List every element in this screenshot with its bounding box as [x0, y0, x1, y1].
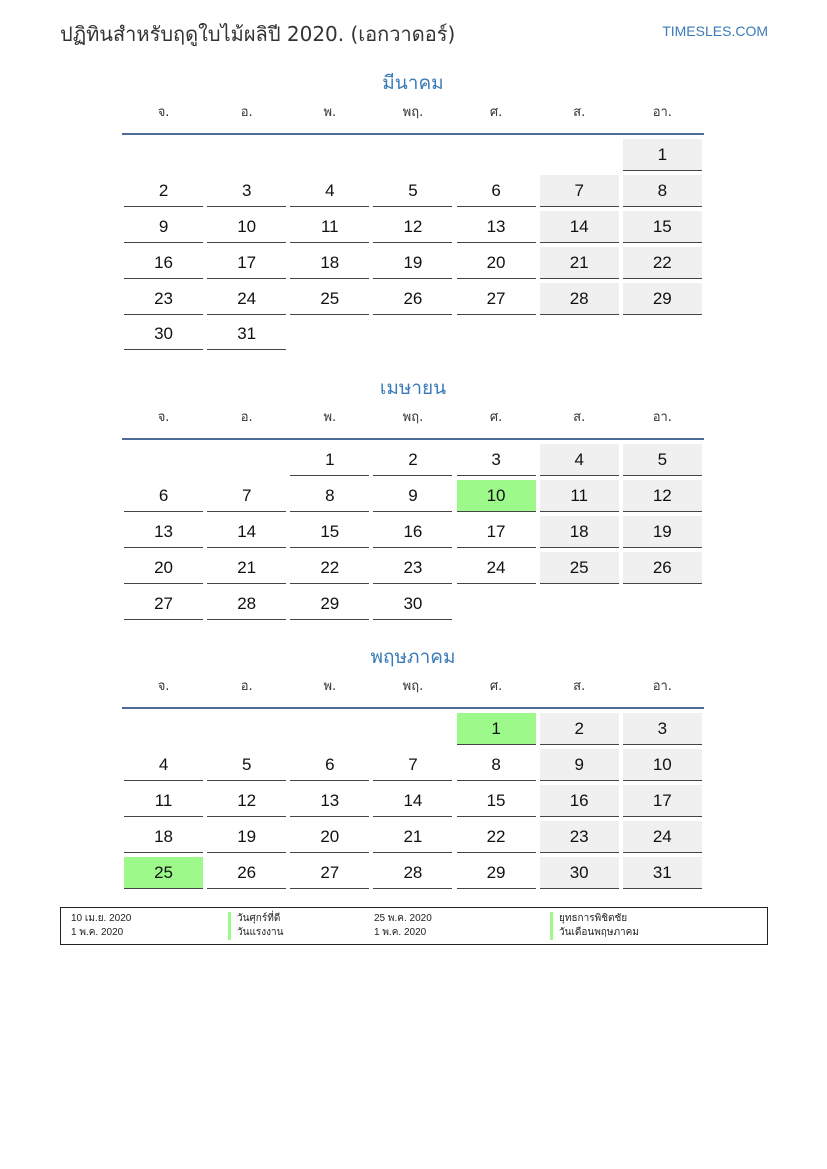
weekday-label: ศ. — [489, 679, 503, 694]
legend-date: 1 พ.ค. 2020 — [374, 927, 427, 938]
day-cell: 8 — [290, 480, 369, 512]
week-row — [122, 713, 704, 749]
day-cell: 9 — [540, 749, 619, 781]
header-divider — [122, 707, 704, 709]
empty-cell — [207, 713, 286, 745]
empty-cell — [290, 713, 369, 745]
week-row — [122, 857, 704, 893]
day-cell: 14 — [207, 516, 286, 548]
day-cell: 22 — [457, 821, 536, 853]
legend-holiday-name: วันศุกร์ที่ดี — [228, 912, 280, 926]
empty-cell — [457, 139, 536, 171]
empty-cell — [290, 318, 369, 350]
week-row — [122, 175, 704, 211]
week-row — [122, 480, 704, 516]
day-cell: 9 — [124, 211, 203, 243]
day-cell: 15 — [290, 516, 369, 548]
day-cell: 21 — [373, 821, 452, 853]
day-cell: 28 — [207, 588, 286, 620]
empty-cell — [540, 588, 619, 620]
day-cell: 23 — [124, 283, 203, 315]
day-cell: 24 — [623, 821, 702, 853]
week-row — [122, 139, 704, 175]
day-cell: 30 — [540, 857, 619, 889]
month-title: เมษายน — [379, 377, 447, 399]
weekday-label: ศ. — [489, 105, 503, 120]
weekday-label: พ. — [323, 105, 337, 120]
day-cell: 22 — [290, 552, 369, 584]
month-title: มีนาคม — [382, 72, 444, 94]
day-cell: 31 — [207, 318, 286, 350]
header-divider — [122, 438, 704, 440]
day-cell: 4 — [124, 749, 203, 781]
holiday-day-cell: 1 — [457, 713, 536, 745]
day-cell: 5 — [623, 444, 702, 476]
day-cell: 11 — [290, 211, 369, 243]
month-grid — [122, 444, 704, 623]
empty-cell — [623, 588, 702, 620]
day-cell: 20 — [290, 821, 369, 853]
holiday-day-cell: 10 — [457, 480, 536, 512]
day-cell: 14 — [540, 211, 619, 243]
day-cell: 14 — [373, 785, 452, 817]
day-cell: 24 — [207, 283, 286, 315]
legend-holiday-name: วันเดือนพฤษภาคม — [550, 926, 639, 940]
day-cell: 20 — [124, 552, 203, 584]
day-cell: 8 — [623, 175, 702, 207]
day-cell: 26 — [207, 857, 286, 889]
day-cell: 27 — [457, 283, 536, 315]
day-cell: 3 — [623, 713, 702, 745]
day-cell: 20 — [457, 247, 536, 279]
day-cell: 3 — [457, 444, 536, 476]
empty-cell — [124, 139, 203, 171]
day-cell: 6 — [457, 175, 536, 207]
day-cell: 16 — [124, 247, 203, 279]
weekday-label: พฤ. — [402, 679, 424, 694]
day-cell: 5 — [373, 175, 452, 207]
day-cell: 1 — [290, 444, 369, 476]
legend-date: 10 เม.ย. 2020 — [71, 913, 132, 924]
day-cell: 12 — [623, 480, 702, 512]
empty-cell — [124, 713, 203, 745]
day-cell: 2 — [373, 444, 452, 476]
weekday-label: จ. — [157, 410, 170, 425]
weekday-header — [122, 405, 704, 430]
day-cell: 3 — [207, 175, 286, 207]
empty-cell — [290, 139, 369, 171]
day-cell: 13 — [124, 516, 203, 548]
day-cell: 16 — [540, 785, 619, 817]
day-cell: 8 — [457, 749, 536, 781]
day-cell: 4 — [540, 444, 619, 476]
month-april — [122, 373, 704, 623]
page-title: ปฏิทินสำหรับฤดูใบไม้ผลิปี 2020. (เอกวาดอร์) — [60, 22, 456, 46]
day-cell: 29 — [290, 588, 369, 620]
week-row — [122, 588, 704, 624]
day-cell: 18 — [540, 516, 619, 548]
weekday-label: พ. — [323, 410, 337, 425]
day-cell: 4 — [290, 175, 369, 207]
month-grid — [122, 139, 704, 354]
day-cell: 26 — [623, 552, 702, 584]
header-divider — [122, 133, 704, 135]
week-row — [122, 211, 704, 247]
week-row — [122, 247, 704, 283]
day-cell: 23 — [540, 821, 619, 853]
day-cell: 15 — [457, 785, 536, 817]
day-cell: 19 — [623, 516, 702, 548]
day-cell: 17 — [623, 785, 702, 817]
day-cell: 1 — [623, 139, 702, 171]
day-cell: 30 — [373, 588, 452, 620]
weekday-label: ส. — [573, 410, 586, 425]
day-cell: 25 — [540, 552, 619, 584]
day-cell: 31 — [623, 857, 702, 889]
day-cell: 27 — [124, 588, 203, 620]
empty-cell — [373, 713, 452, 745]
legend-row — [61, 912, 767, 926]
empty-cell — [207, 139, 286, 171]
month-title: พฤษภาคม — [370, 646, 456, 668]
weekday-label: พฤ. — [402, 105, 424, 120]
weekday-label: จ. — [157, 105, 170, 120]
day-cell: 7 — [207, 480, 286, 512]
weekday-label: อา. — [652, 679, 672, 694]
weekday-header — [122, 100, 704, 125]
week-row — [122, 785, 704, 821]
holiday-legend — [60, 907, 768, 945]
legend-holiday-name: วันแรงงาน — [228, 926, 283, 940]
day-cell: 7 — [373, 749, 452, 781]
weekday-label: ศ. — [489, 410, 503, 425]
weekday-label: อา. — [652, 105, 672, 120]
legend-holiday-name: ยุทธการพิชิตชัย — [550, 912, 627, 926]
day-cell: 11 — [540, 480, 619, 512]
empty-cell — [540, 139, 619, 171]
empty-cell — [207, 444, 286, 476]
day-cell: 5 — [207, 749, 286, 781]
day-cell: 12 — [207, 785, 286, 817]
weekday-label: อ. — [240, 410, 253, 425]
day-cell: 17 — [457, 516, 536, 548]
weekday-label: ส. — [573, 679, 586, 694]
day-cell: 16 — [373, 516, 452, 548]
day-cell: 22 — [623, 247, 702, 279]
month-march — [122, 68, 704, 354]
day-cell: 2 — [540, 713, 619, 745]
month-grid — [122, 713, 704, 892]
day-cell: 10 — [207, 211, 286, 243]
week-row — [122, 749, 704, 785]
day-cell: 10 — [623, 749, 702, 781]
day-cell: 29 — [623, 283, 702, 315]
day-cell: 17 — [207, 247, 286, 279]
brand-link[interactable]: TIMESLES.COM — [662, 23, 768, 39]
day-cell: 26 — [373, 283, 452, 315]
week-row — [122, 516, 704, 552]
week-row — [122, 444, 704, 480]
day-cell: 12 — [373, 211, 452, 243]
day-cell: 24 — [457, 552, 536, 584]
day-cell: 19 — [207, 821, 286, 853]
weekday-label: ส. — [573, 105, 586, 120]
day-cell: 27 — [290, 857, 369, 889]
day-cell: 9 — [373, 480, 452, 512]
holiday-day-cell: 25 — [124, 857, 203, 889]
day-cell: 18 — [124, 821, 203, 853]
day-cell: 2 — [124, 175, 203, 207]
month-may — [122, 642, 704, 892]
weekday-label: จ. — [157, 679, 170, 694]
day-cell: 18 — [290, 247, 369, 279]
day-cell: 6 — [124, 480, 203, 512]
day-cell: 21 — [207, 552, 286, 584]
day-cell: 7 — [540, 175, 619, 207]
day-cell: 25 — [290, 283, 369, 315]
empty-cell — [457, 318, 536, 350]
day-cell: 13 — [290, 785, 369, 817]
empty-cell — [373, 139, 452, 171]
weekday-header — [122, 674, 704, 699]
empty-cell — [124, 444, 203, 476]
day-cell: 28 — [373, 857, 452, 889]
legend-date: 25 พ.ค. 2020 — [374, 913, 432, 924]
week-row — [122, 552, 704, 588]
weekday-label: อ. — [240, 679, 253, 694]
empty-cell — [540, 318, 619, 350]
day-cell: 19 — [373, 247, 452, 279]
empty-cell — [457, 588, 536, 620]
day-cell: 15 — [623, 211, 702, 243]
legend-date: 1 พ.ค. 2020 — [71, 927, 124, 938]
week-row — [122, 283, 704, 319]
day-cell: 30 — [124, 318, 203, 350]
empty-cell — [623, 318, 702, 350]
weekday-label: พ. — [323, 679, 337, 694]
legend-row — [61, 926, 767, 940]
weekday-label: อ. — [240, 105, 253, 120]
week-row — [122, 821, 704, 857]
day-cell: 6 — [290, 749, 369, 781]
day-cell: 21 — [540, 247, 619, 279]
day-cell: 23 — [373, 552, 452, 584]
day-cell: 11 — [124, 785, 203, 817]
empty-cell — [373, 318, 452, 350]
day-cell: 28 — [540, 283, 619, 315]
day-cell: 13 — [457, 211, 536, 243]
weekday-label: อา. — [652, 410, 672, 425]
weekday-label: พฤ. — [402, 410, 424, 425]
day-cell: 29 — [457, 857, 536, 889]
week-row — [122, 318, 704, 354]
